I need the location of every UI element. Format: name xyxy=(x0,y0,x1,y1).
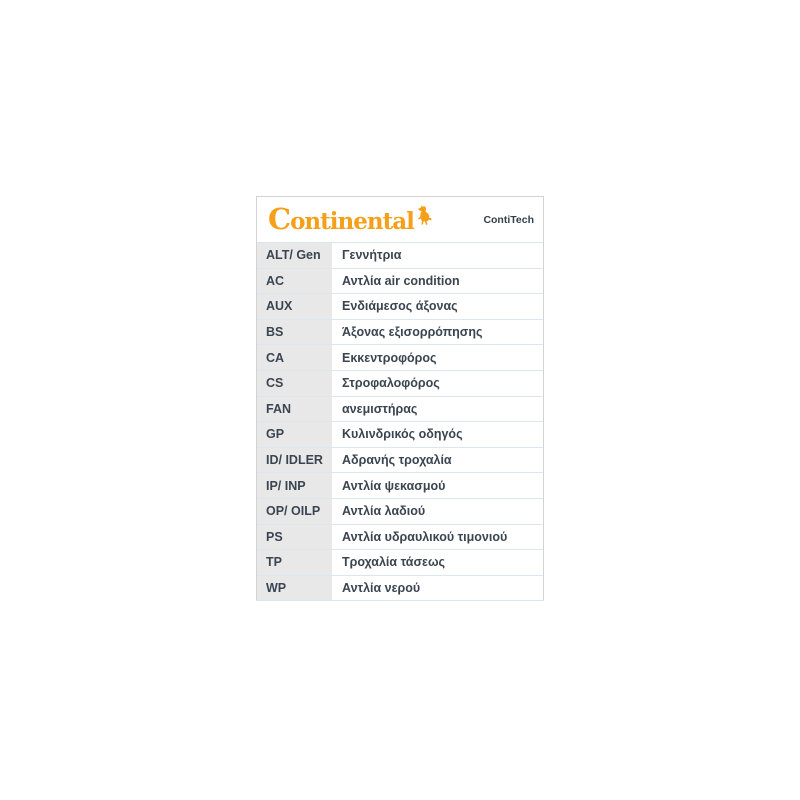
description-cell: Τροχαλία τάσεως xyxy=(342,555,446,570)
description-cell: Αντλία υδραυλικού τιμονιού xyxy=(342,529,508,544)
code-cell: ID/ IDLER xyxy=(257,448,332,473)
code-cell: GP xyxy=(257,422,332,447)
description-cell: Στροφαλοφόρος xyxy=(342,376,440,391)
description-cell: Αδρανής τροχαλία xyxy=(342,453,452,468)
code-cell: ALT/ Gen xyxy=(257,243,332,268)
brand-header xyxy=(257,197,543,242)
table-row xyxy=(257,396,543,422)
code-cell: CA xyxy=(257,345,332,370)
description-cell: ανεμιστήρας xyxy=(342,401,418,416)
code-cell: WP xyxy=(257,576,332,601)
table-row xyxy=(257,242,543,268)
description-cell: Εκκεντροφόρος xyxy=(342,350,437,365)
table-row xyxy=(257,293,543,319)
description-cell: Αντλία air condition xyxy=(342,273,460,288)
continental-wordmark: Continental xyxy=(268,202,414,236)
table-row xyxy=(257,268,543,294)
code-cell: OP/ OILP xyxy=(257,499,332,524)
table-row xyxy=(257,447,543,473)
code-cell: BS xyxy=(257,320,332,345)
description-cell: Ενδιάμεσος άξονας xyxy=(342,299,458,314)
table-row xyxy=(257,421,543,447)
table-row xyxy=(257,549,543,575)
continental-logo xyxy=(268,202,433,236)
table-row xyxy=(257,524,543,550)
description-cell: Αντλία νερού xyxy=(342,581,421,596)
table-row xyxy=(257,344,543,370)
table-row xyxy=(257,575,543,601)
description-cell: Κυλινδρικός οδηγός xyxy=(342,427,463,442)
contitech-label: ContiTech xyxy=(483,213,534,226)
table-row xyxy=(257,472,543,498)
horse-icon xyxy=(417,205,433,230)
table-row xyxy=(257,319,543,345)
description-cell: Αντλία λαδιού xyxy=(342,504,426,519)
table-row xyxy=(257,370,543,396)
code-cell: TP xyxy=(257,550,332,575)
parts-legend-card xyxy=(256,196,544,601)
code-cell: IP/ INP xyxy=(257,473,332,498)
description-cell: Άξονας εξισορρόπησης xyxy=(342,325,483,340)
table-row xyxy=(257,498,543,524)
code-table xyxy=(257,242,543,600)
code-cell: FAN xyxy=(257,397,332,422)
code-cell: PS xyxy=(257,525,332,550)
description-cell: Αντλία ψεκασμού xyxy=(342,478,446,493)
code-cell: AUX xyxy=(257,294,332,319)
code-cell: CS xyxy=(257,371,332,396)
code-cell: AC xyxy=(257,269,332,294)
description-cell: Γεννήτρια xyxy=(342,248,402,263)
